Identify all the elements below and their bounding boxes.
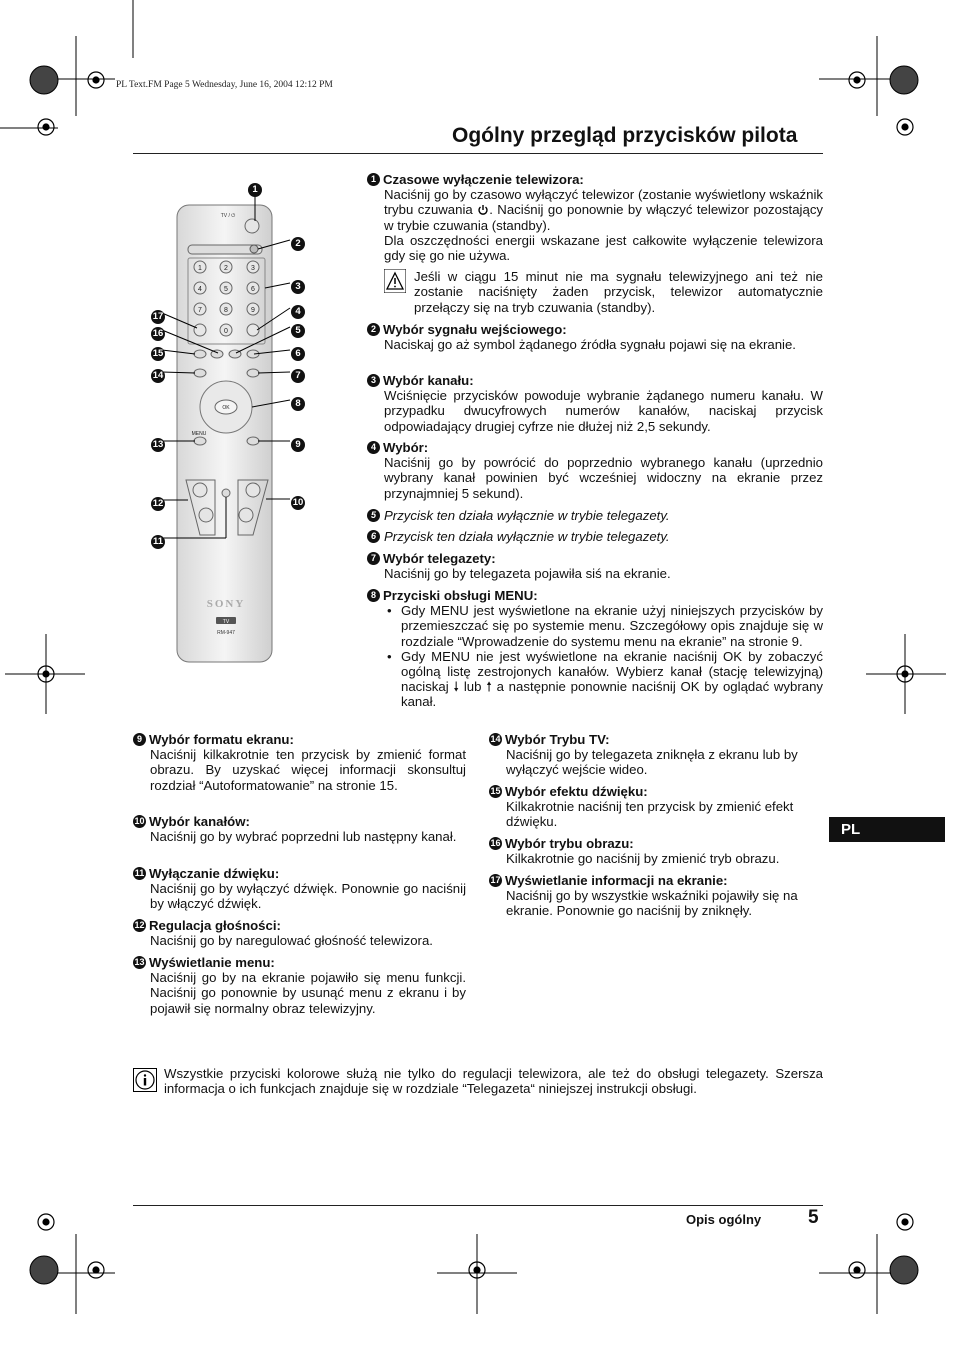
footer-section: Opis ogólny <box>686 1212 762 1227</box>
remote-top-label: TV / ⏻ <box>220 213 236 219</box>
callout-12: 12 <box>152 498 164 509</box>
file-header: PL Text.FM Page 5 Wednesday, June 16, 2004 12:12 PM <box>116 80 333 90</box>
item-title: Wyłączanie dźwięku: <box>149 866 280 881</box>
item-text: Naciśnij go by telegazeta zniknęła z ekranu lub by wyłączyć wejście wideo. <box>506 747 798 778</box>
sony-logo: SONY <box>206 598 246 610</box>
footer-rule <box>133 1205 823 1206</box>
item-3: 3 Wybór kanału: Wciśnięcie przycisków powoduje wybranie żądanego numeru kanału. W przypadku dwucyfrowych numerów kanałów, naciskaj przycisk odpowiadający drugiej cyfrze nie dłużej niż 2,5 sekundy. <box>367 373 823 434</box>
callout-14: 14 <box>152 370 164 381</box>
item-italic-text: Przycisk ten działa wyłącznie w trybie telegazety. <box>384 529 670 544</box>
item-4: 4 Wybór: Naciśnij go by powrócić do poprzednio wybranego kanału (uprzednio wybrany kanał powinien być wcześniej widoczny na ekranie przez przynajmniej 5 sekund). <box>367 440 823 501</box>
callout-4: 4 <box>291 301 351 325</box>
callout-10: 10 <box>292 497 304 508</box>
digit-9: 9 <box>251 307 255 314</box>
info-note-text: Wszystkie przyciski kolorowe służą nie tylko do regulacji telewizora, ale też do obsługi telegazety. Szersza informacja o ich funkcjach znajduje się w rozdziale “Telegazeta“ niniejszej instrukcji obsługi. <box>164 1066 823 1097</box>
item-6: 6 Przycisk ten działa wyłącznie w trybie telegazety. <box>367 529 823 544</box>
digit-5: 5 <box>224 286 228 293</box>
standby-icon <box>477 204 489 216</box>
item-text: Naciśnij go by naregulować głośność telewizora. <box>150 933 433 949</box>
item-title: Wyświetlanie menu: <box>149 955 275 970</box>
warning-icon <box>384 269 406 293</box>
item-title: Wybór: <box>383 440 429 455</box>
digit-1: 1 <box>198 265 202 272</box>
item-10: 10 Wybór kanałów: Naciśnij go by wybrać poprzedni lub następny kanał. <box>133 814 466 844</box>
item-text: Naciśnij go by na ekranie pojawiło się menu funkcji. Naciśnij go ponownie by usunąć menu z ekranu i by pojawił się normalny obraz telewizyjny. <box>150 970 466 1016</box>
item-title: Wybór sygnału wejściowego: <box>383 322 567 337</box>
digit-2: 2 <box>224 265 228 272</box>
item-text: Wciśnięcie przycisków powoduje wybranie żądanego numeru kanału. W przypadku dwucyfrowych numerów kanałów, naciskaj przycisk odpowiadający drugiej cyfrze nie dłużej niż 2,5 sekundy. <box>384 388 823 434</box>
digit-3: 3 <box>251 265 255 272</box>
item-text-2: Dla oszczędności energii wskazane jest całkowite wyłączenie telewizora gdy się go nie używa. <box>384 232 823 264</box>
digit-6: 6 <box>251 286 255 293</box>
item-7: 7 Wybór telegazety: Naciśnij go by telegazeta pojawiła siś na ekranie. <box>367 551 823 581</box>
item-text: Naciśnij go by wyłączyć dźwięk. Ponownie go naciśnij by włączyć dźwięk. <box>150 881 466 912</box>
arrow-up-icon: 🠕 <box>486 679 492 695</box>
language-tab: PL <box>829 817 945 842</box>
callout-7: 7 <box>291 365 351 389</box>
item-title: Przyciski obsługi MENU: <box>383 588 538 603</box>
item-16: 16 Wybór trybu obrazu: Kilkakrotnie go naciśnij by zmienić tryb obrazu. <box>489 836 823 866</box>
item-11: 11 Wyłączanie dźwięku: Naciśnij go by wyłączyć dźwięk. Ponownie go naciśnij by włączyć dźwięk. <box>134 866 466 912</box>
item-text-cont: . Naciśnij go ponownie by włączyć telewizor pozostający w trybie czuwania (standby). <box>384 202 824 233</box>
tv-badge-label: TV <box>222 619 230 625</box>
item-title: Wybór kanału: <box>383 373 474 388</box>
power-button <box>245 219 259 233</box>
bullet-1: • Gdy MENU jest wyświetlone na ekranie użyj niniejszych przycisków by przemieszczać się po systemie menu. Szczegółowy opis znajduje się w rozdziale “Wprowadzenie do systemu menu na ekranie” na stronie 9. <box>384 603 823 649</box>
item-8: 8 Przyciski obsługi MENU: • Gdy MENU jest wyświetlone na ekranie użyj niniejszych przycisków by przemieszczać się po systemie menu. Szczegółowy opis znajduje się w rozdziale “Wprowadzenie do systemu menu na ekranie” na stronie 9. • Gdy MENU nie jest wyświetlone na ekranie naciśnij OK by zobaczyć ogólną listę zestrojonych kanałów. Wybierz kanał (stację telewizyjną) naciskaj 🠗 lub 🠕 a następnie ponownie naciśnij OK by oglądać wybrany kanał. <box>367 588 823 710</box>
callout-1: 1 <box>248 179 308 203</box>
item-title: Wybór Trybu TV: <box>505 732 610 747</box>
item-9: 9 Wybór formatu ekranu: Naciśnij kilkakrotnie ten przycisk by zmienić format obrazu. By uzyskać więcej informacji skonsultuj rozdział “Autoformatowanie” na stronie 15. <box>133 732 466 793</box>
item-title: Wybór telegazety: <box>383 551 496 566</box>
item-15: 15 Wybór efektu dźwięku: Kilkakrotnie naciśnij ten przycisk by zmienić efekt dźwięku. <box>489 784 823 830</box>
callout-11: 11 <box>152 536 164 547</box>
callout-16: 16 <box>152 328 164 339</box>
item-1 <box>367 172 823 315</box>
info-icon <box>133 1068 157 1092</box>
item-title: Wybór kanałów: <box>149 814 250 829</box>
page-number: 5 <box>808 1207 819 1228</box>
item-text: Naciśnij go by wybrać poprzedni lub następny kanał. <box>150 829 457 845</box>
digit-0: 0 <box>224 328 228 335</box>
item-text: Naciśnij go by wszystkie wskaźniki pojawiły się na ekranie. Ponownie go naciśnij by zniknęły. <box>506 888 798 919</box>
item-5: 5 Przycisk ten działa wyłącznie w trybie telegazety. <box>367 508 823 523</box>
model-label: RM-947 <box>217 630 235 636</box>
input-select-button <box>250 245 258 253</box>
arrow-down-icon: 🠗 <box>453 679 460 695</box>
item-text: Naciskaj go aż symbol żądanego źródła sygnału pojawi się na ekranie. <box>384 337 796 353</box>
menu-label: MENU <box>191 431 207 437</box>
item-13: 13 Wyświetlanie menu: Naciśnij go by na ekranie pojawiło się menu funkcji. Naciśnij go ponownie by usunąć menu z ekranu i by pojawił się normalny obraz telewizyjny. <box>134 955 466 1016</box>
item-12: 12 Regulacja głośności: Naciśnij go by naregulować głośność telewizora. <box>133 918 466 948</box>
item-text: Kilkakrotnie naciśnij ten przycisk by zmienić efekt dźwięku. <box>506 799 794 830</box>
digit-8: 8 <box>224 307 228 314</box>
item-number: 1 <box>367 173 380 186</box>
warning-text: Jeśli w ciągu 15 minut nie ma sygnału telewizyjnego ani też nie zostanie naciśnięty żaden przycisk, telewizor automatycznie przełączy się na tryb czuwania (standby). <box>414 269 823 315</box>
item-text: Naciśnij go by powrócić do poprzednio wybranego kanału (uprzednio wybrany kanał powinien być wcześniej widoczny na ekranie przez przynajmniej 5 sekund). <box>384 455 823 501</box>
item-text: Naciśnij kilkakrotnie ten przycisk by zmienić format obrazu. By uzyskać więcej informacji skonsultuj rozdział “Autoformatowanie” na stronie 15. <box>150 747 466 793</box>
mute-button <box>222 489 230 497</box>
item-title: Regulacja głośności: <box>149 918 281 933</box>
item-title: Czasowe wyłączenie telewizora: <box>383 172 584 187</box>
digit-7: 7 <box>198 307 202 314</box>
item-italic-text: Przycisk ten działa wyłącznie w trybie telegazety. <box>384 508 670 523</box>
callout-15: 15 <box>152 348 164 359</box>
callout-5: 5 <box>291 320 351 344</box>
title-rule <box>133 153 823 154</box>
item-title: Wyświetlanie informacji na ekranie: <box>505 873 728 888</box>
item-2: 2 Wybór sygnału wejściowego: Naciskaj go aż symbol żądanego źródła sygnału pojawi się na ekranie. <box>367 322 823 352</box>
format-button <box>247 437 259 445</box>
callout-8: 8 <box>291 393 351 417</box>
item-14: 14 Wybór Trybu TV: Naciśnij go by telegazeta zniknęła z ekranu lub by wyłączyć wejście wideo. <box>489 732 823 778</box>
digit-4: 4 <box>198 286 202 293</box>
item-17: 17 Wyświetlanie informacji na ekranie: Naciśnij go by wszystkie wskaźniki pojawiły się na ekranie. Ponownie go naciśnij by zniknęły. <box>489 873 823 919</box>
item-text: Naciśnij go by czasowo wyłączyć telewizor (zostanie wyświetlony wskaźnik trybu czuwania <box>384 187 823 218</box>
callout-6: 6 <box>291 343 351 367</box>
ok-label: OK <box>222 405 230 411</box>
bullet-2: • Gdy MENU nie jest wyświetlone na ekranie naciśnij OK by zobaczyć ogólną listę zestrojonych kanałów. Wybierz kanał (stację telewizyjną) naciskaj 🠗 lub 🠕 a następnie ponownie naciśnij OK by oglądać wybrany kanał. <box>384 649 823 710</box>
item-title: Wybór formatu ekranu: <box>149 732 294 747</box>
callout-13: 13 <box>152 439 164 450</box>
callout-17: 17 <box>152 311 164 322</box>
item-text: Kilkakrotnie go naciśnij by zmienić tryb obrazu. <box>506 851 780 867</box>
callout-3: 3 <box>291 276 351 300</box>
item-text: Naciśnij go by telegazeta pojawiła siś na ekranie. <box>384 566 671 582</box>
callout-2: 2 <box>291 233 351 257</box>
page-title: Ogólny przegląd przycisków pilota <box>452 124 798 147</box>
callout-9: 9 <box>291 434 351 458</box>
item-title: Wybór efektu dźwięku: <box>505 784 648 799</box>
item-title: Wybór trybu obrazu: <box>505 836 634 851</box>
